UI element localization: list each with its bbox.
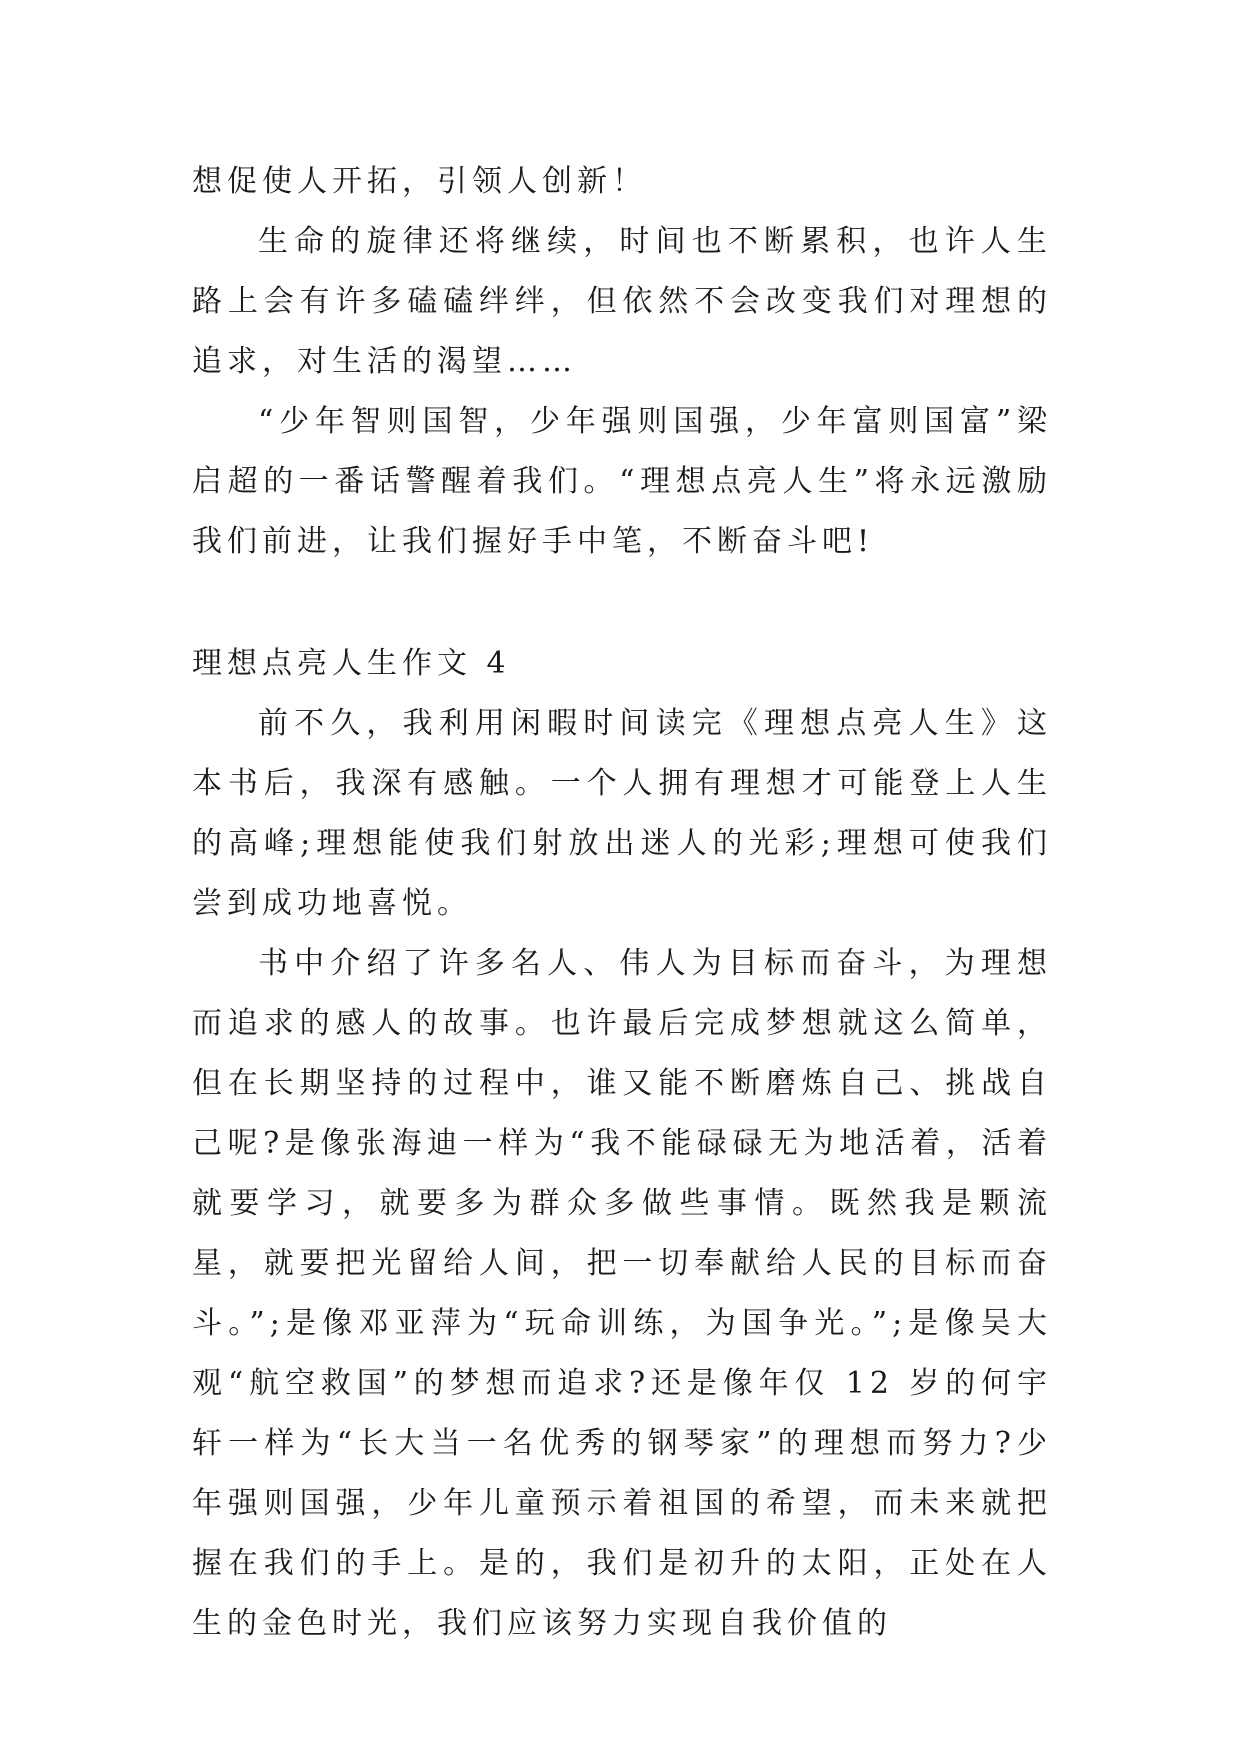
- paragraph-book-reading: 前不久，我利用闲暇时间读完《理想点亮人生》这本书后，我深有感触。一个人拥有理想才可能登上人生的高峰;理想能使我们射放出迷人的光彩;理想可使我们尝到成功地喜悦。: [192, 706, 1052, 921]
- paragraph-life-rhythm: 生命的旋律还将继续，时间也不断累积，也许人生路上会有许多磕磕绊绊，但依然不会改变我们对理想的追求，对生活的渴望……: [192, 224, 1052, 379]
- paragraph-book-stories: 书中介绍了许多名人、伟人为目标而奋斗，为理想而追求的感人的故事。也许最后完成梦想就这么简单，但在长期坚持的过程中，谁又能不断磨炼自己、挑战自己呢?是像张海迪一样为“我不能碌碌无为地活着，活着就要学习，就要多为群众多做些事情。既然我是颗流星，就要把光留给人间，把一切奉献给人民的目标而奋斗。”;是像邓亚萍为“玩命训练，为国争光。”;是像吴大观“航空救国”的梦想而追求?还是像年仅 12 岁的何宇轩一样为“长大当一名优秀的钢琴家”的理想而努力?少年强则国强，少年儿童预示着祖国的希望，而未来就把握在我们的手上。是的，我们是初升的太阳，正处在人生的金色时光，我们应该努力实现自我价值的: [192, 946, 1052, 1641]
- document-body: [192, 152, 1052, 1654]
- paragraph-liang-qichao-quote: “少年智则国智，少年强则国强，少年富则国富”梁启超的一番话警醒着我们。“理想点亮人生”将永远激励我们前进，让我们握好手中笔，不断奋斗吧!: [192, 404, 1052, 559]
- paragraph-continued: 想促使人开拓，引领人创新！: [192, 164, 647, 199]
- section-title: 理想点亮人生作文 4: [192, 646, 511, 681]
